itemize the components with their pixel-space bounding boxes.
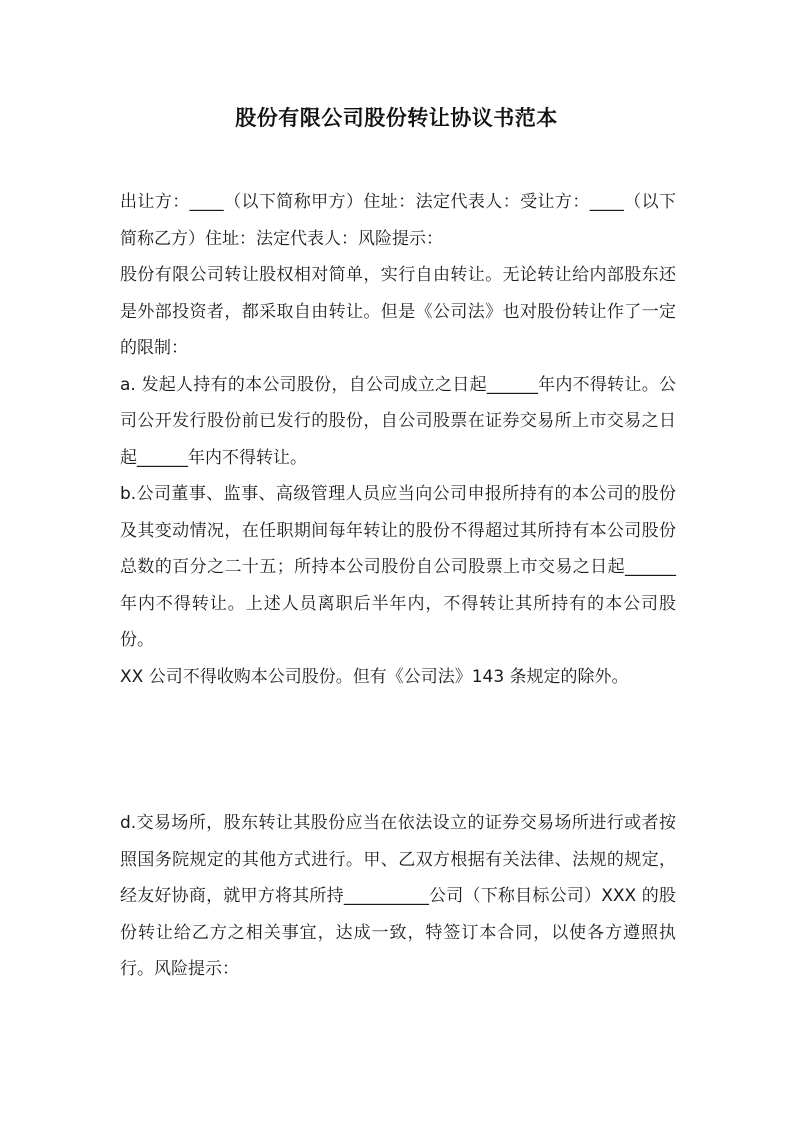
- clause-a-paragraph: a. 发起人持有的本公司股份，自公司成立之日起______年内不得转让。公司公开发行股份前已发行的股份，自公司股票在证券交易所上市交易之日起______年内不得转让。: [120, 374, 676, 468]
- clause-d-paragraph: d.交易场所，股东转让其股份应当在依法设立的证券交易场所进行或者按照国务院规定的其他方式进行。甲、乙双方根据有关法律、法规的规定，经友好协商，就甲方将其所持__________公司（下称目标公司）XXX 的股份转让给乙方之相关事宜，达成一致，特签订本合同，以使各方遵照执行。风险提示：: [120, 813, 676, 979]
- document-body-lower: [120, 805, 676, 988]
- parties-paragraph: 出让方：____（以下简称甲方）住址：法定代表人：受让方：____（以下简称乙方）住址：法定代表人：风险提示：: [120, 192, 676, 249]
- clause-b-paragraph: b.公司董事、监事、高级管理人员应当向公司申报所持有的本公司的股份及其变动情况，在任职期间每年转让的股份不得超过其所持有本公司股份总数的百分之二十五；所持本公司股份自公司股票上市交易之日起______年内不得转让。上述人员离职后半年内，不得转让其所持有的本公司股份。: [120, 484, 676, 650]
- document-body-upper: [120, 184, 676, 695]
- transfer-intro-paragraph: 股份有限公司转让股权相对简单，实行自由转让。无论转让给内部股东还是外部投资者，都采取自由转让。但是《公司法》也对股份转让作了一定的限制：: [120, 265, 676, 358]
- document-title: 股份有限公司股份转让协议书范本: [235, 106, 558, 130]
- clause-c-paragraph: XX 公司不得收购本公司股份。但有《公司法》143 条规定的除外。: [120, 666, 629, 687]
